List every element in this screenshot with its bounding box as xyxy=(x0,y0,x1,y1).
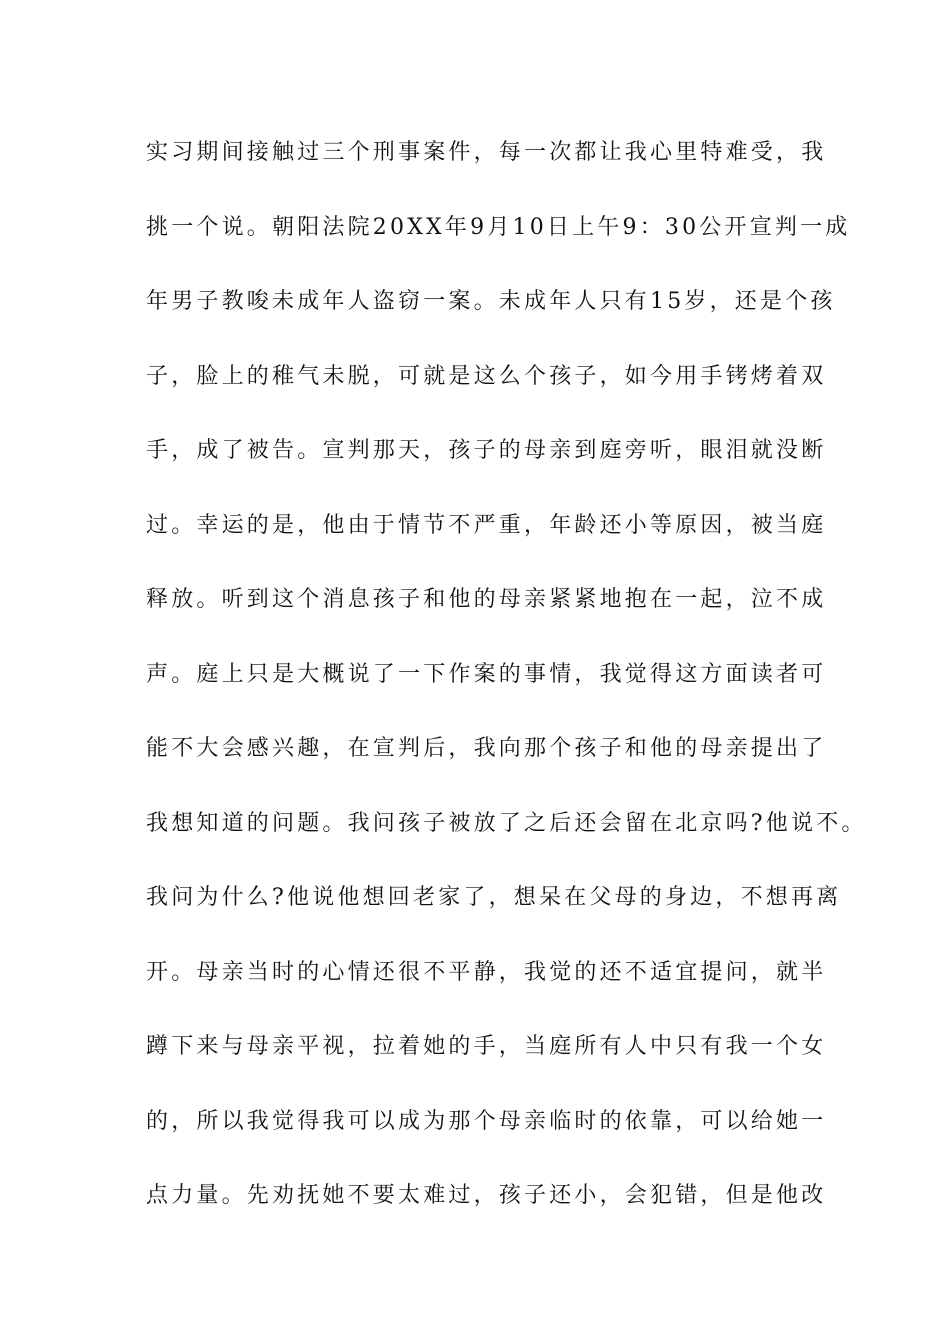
text-line-15: 点力量。先劝抚她不要太难过，孩子还小，会犯错，但是他改 xyxy=(146,1183,827,1208)
body-text xyxy=(146,133,867,1251)
text-line-12: 开。母亲当时的心情还很不平静，我觉的还不适宜提问，就半 xyxy=(146,959,827,985)
text-line-8: 声。庭上只是大概说了一下作案的事情，我觉得这方面读者可 xyxy=(146,661,827,687)
text-line-7: 释放。听到这个消息孩子和他的母亲紧紧地抱在一起，泣不成 xyxy=(146,587,827,612)
text-line-14: 的，所以我觉得我可以成为那个母亲临时的依靠，可以给她一 xyxy=(146,1108,827,1134)
text-line-10: 我想知道的问题。我问孩子被放了之后还会留在北京吗?他说不。 xyxy=(146,810,867,836)
text-line-5: 手，成了被告。宣判那天，孩子的母亲到庭旁听，眼泪就没断 xyxy=(146,438,827,463)
text-line-13: 蹲下来与母亲平视，拉着她的手，当庭所有人中只有我一个女 xyxy=(146,1034,827,1059)
text-line-2: 挑一个说。朝阳法院20XX年9月10日上午9：30公开宣判一成 xyxy=(146,214,851,240)
text-line-4: 子，脸上的稚气未脱，可就是这么个孩子，如今用手铐烤着双 xyxy=(146,363,827,389)
text-line-11: 我问为什么?他说他想回老家了，想呆在父母的身边，不想再离 xyxy=(146,885,842,910)
text-line-3: 年男子教唆未成年人盗窃一案。未成年人只有15岁，还是个孩 xyxy=(146,289,836,314)
text-line-9: 能不大会感兴趣，在宣判后，我向那个孩子和他的母亲提出了 xyxy=(146,736,827,761)
text-line-6: 过。幸运的是，他由于情节不严重，年龄还小等原因，被当庭 xyxy=(146,512,827,538)
text-line-1: 实习期间接触过三个刑事案件，每一次都让我心里特难受，我 xyxy=(146,140,827,165)
